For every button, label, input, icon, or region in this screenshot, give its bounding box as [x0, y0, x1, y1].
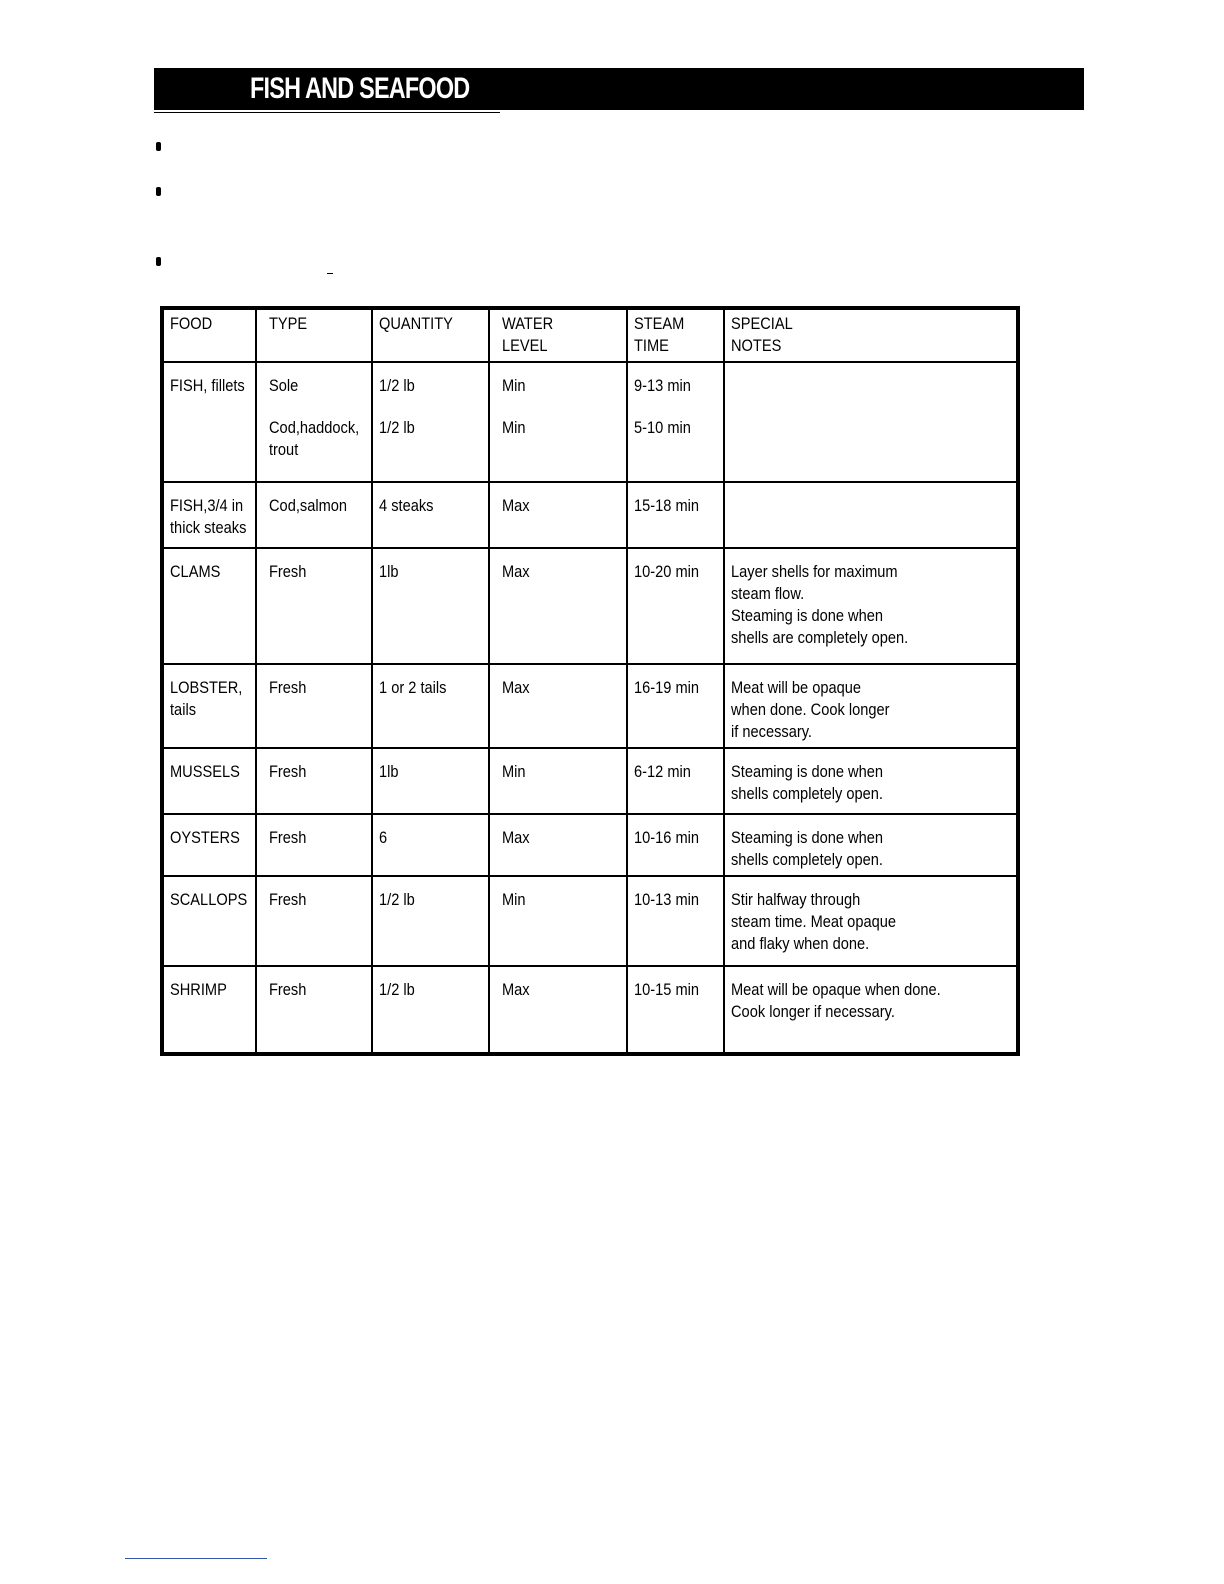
type-cell — [256, 814, 372, 876]
quantity-text: 1/2 lb — [379, 376, 415, 395]
type-text: trout — [269, 440, 299, 459]
water-level-text: Min — [502, 762, 526, 781]
type-text: Fresh — [269, 678, 307, 697]
food-cell — [162, 548, 256, 664]
note-line: Steaming is done when — [731, 762, 883, 781]
type-entry — [269, 827, 365, 849]
quantity-entry — [379, 417, 482, 439]
table-row — [162, 548, 1018, 664]
note-line: shells are completely open. — [731, 628, 909, 647]
quantity-text: 1/2 lb — [379, 890, 415, 909]
type-text: Cod,salmon — [269, 496, 348, 515]
type-entry — [269, 677, 365, 699]
table-row — [162, 664, 1018, 748]
column-header-water-level: WATER LEVEL — [489, 308, 627, 362]
table-row — [162, 876, 1018, 966]
water-level-cell — [489, 814, 627, 876]
type-cell — [256, 876, 372, 966]
water-entry — [502, 375, 620, 397]
steam-time-text: 10-15 min — [634, 980, 700, 999]
table-header-row — [162, 308, 1018, 362]
time-entry — [634, 375, 717, 397]
quantity-cell — [372, 748, 489, 814]
note-line: and flaky when done. — [731, 934, 870, 953]
quantity-entry — [379, 889, 482, 911]
food-name: thick steaks — [170, 518, 247, 537]
time-entry — [634, 761, 717, 783]
quantity-entry — [379, 375, 482, 397]
quantity-entry — [379, 561, 482, 583]
quantity-entry — [379, 495, 482, 517]
water-level-text: Min — [502, 418, 526, 437]
table-row — [162, 482, 1018, 548]
note-line: steam flow. — [731, 584, 805, 603]
note-line: when done. Cook longer — [731, 700, 890, 719]
water-level-text: Max — [502, 678, 530, 697]
time-entry — [634, 889, 717, 911]
note-line: Meat will be opaque — [731, 678, 862, 697]
steam-time-text: 15-18 min — [634, 496, 700, 515]
water-level-text: Max — [502, 980, 530, 999]
column-header-steam-time: STEAM TIME — [627, 308, 724, 362]
food-name: CLAMS — [170, 562, 221, 581]
page-title: FISH AND SEAFOOD — [250, 72, 470, 105]
note-line: steam time. Meat opaque — [731, 912, 896, 931]
food-name: LOBSTER, — [170, 678, 243, 697]
quantity-cell — [372, 482, 489, 548]
type-cell — [256, 482, 372, 548]
bullet-icon — [156, 257, 161, 266]
steam-time-text: 10-13 min — [634, 890, 700, 909]
food-cell — [162, 748, 256, 814]
type-text: Sole — [269, 376, 299, 395]
table-row — [162, 362, 1018, 482]
quantity-cell — [372, 814, 489, 876]
quantity-entry — [379, 761, 482, 783]
type-entry — [269, 979, 365, 1001]
column-header-special-notes: SPECIAL NOTES — [724, 308, 1018, 362]
type-entry — [269, 761, 365, 783]
food-cell — [162, 482, 256, 548]
water-entry — [502, 561, 620, 583]
note-line: shells completely open. — [731, 850, 883, 869]
food-name: FISH, fillets — [170, 376, 245, 395]
header-underline — [154, 112, 500, 113]
quantity-text: 1/2 lb — [379, 980, 415, 999]
food-name: OYSTERS — [170, 828, 240, 847]
special-notes-cell — [724, 876, 1018, 966]
note-line: Steaming is done when — [731, 828, 883, 847]
water-level-text: Min — [502, 376, 526, 395]
steam-time-cell — [627, 664, 724, 748]
water-level-text: Max — [502, 562, 530, 581]
steam-time-cell — [627, 876, 724, 966]
steam-time-text: 16-19 min — [634, 678, 700, 697]
special-notes-cell — [724, 966, 1018, 1054]
entry-gap — [634, 397, 717, 417]
note-line: Steaming is done when — [731, 606, 883, 625]
entry-gap — [379, 397, 482, 417]
water-level-text: Max — [502, 828, 530, 847]
quantity-cell — [372, 362, 489, 482]
special-notes-cell — [724, 548, 1018, 664]
special-notes-cell — [724, 664, 1018, 748]
bullet-icon — [156, 187, 161, 196]
time-entry — [634, 677, 717, 699]
type-text: Fresh — [269, 980, 307, 999]
type-text: Fresh — [269, 890, 307, 909]
type-cell — [256, 362, 372, 482]
water-level-text: Max — [502, 496, 530, 515]
table-row — [162, 748, 1018, 814]
food-cell — [162, 966, 256, 1054]
water-entry — [502, 827, 620, 849]
type-text: Fresh — [269, 562, 307, 581]
type-text: Fresh — [269, 762, 307, 781]
food-cell — [162, 814, 256, 876]
food-cell — [162, 362, 256, 482]
quantity-entry — [379, 677, 482, 699]
steam-time-cell — [627, 482, 724, 548]
water-level-text: Min — [502, 890, 526, 909]
quantity-text: 1 or 2 tails — [379, 678, 447, 697]
type-cell — [256, 748, 372, 814]
quantity-text: 6 — [379, 828, 388, 847]
quantity-entry — [379, 827, 482, 849]
quantity-cell — [372, 548, 489, 664]
type-text: Cod,haddock, — [269, 418, 360, 437]
time-entry — [634, 417, 717, 439]
entry-gap — [269, 397, 365, 417]
time-entry — [634, 979, 717, 1001]
time-entry — [634, 561, 717, 583]
quantity-entry — [379, 979, 482, 1001]
quantity-text: 1lb — [379, 562, 399, 581]
section-header-bar — [154, 68, 1084, 110]
time-entry — [634, 827, 717, 849]
type-entry — [269, 375, 365, 397]
note-line: if necessary. — [731, 722, 812, 741]
water-entry — [502, 889, 620, 911]
food-name: SCALLOPS — [170, 890, 248, 909]
footer-rule — [125, 1558, 267, 1559]
water-level-cell — [489, 966, 627, 1054]
special-notes-cell — [724, 814, 1018, 876]
note-line: shells completely open. — [731, 784, 883, 803]
water-entry — [502, 677, 620, 699]
food-cell — [162, 664, 256, 748]
steam-time-cell — [627, 548, 724, 664]
type-cell — [256, 548, 372, 664]
water-level-cell — [489, 664, 627, 748]
water-entry — [502, 979, 620, 1001]
note-line: Cook longer if necessary. — [731, 1002, 895, 1021]
steam-time-cell — [627, 362, 724, 482]
food-name: FISH,3/4 in — [170, 496, 244, 515]
food-cell — [162, 876, 256, 966]
type-cell — [256, 664, 372, 748]
water-entry — [502, 417, 620, 439]
quantity-cell — [372, 966, 489, 1054]
steam-time-cell — [627, 748, 724, 814]
table-row — [162, 814, 1018, 876]
food-name: MUSSELS — [170, 762, 240, 781]
water-level-cell — [489, 748, 627, 814]
dash-mark — [327, 273, 333, 274]
type-text: Fresh — [269, 828, 307, 847]
water-entry — [502, 761, 620, 783]
steam-time-cell — [627, 966, 724, 1054]
steam-time-text: 10-20 min — [634, 562, 700, 581]
type-entry — [269, 495, 365, 517]
time-entry — [634, 495, 717, 517]
quantity-cell — [372, 876, 489, 966]
table-row — [162, 966, 1018, 1054]
quantity-text: 1lb — [379, 762, 399, 781]
steam-time-text: 6-12 min — [634, 762, 691, 781]
water-level-cell — [489, 362, 627, 482]
bullet-icon — [156, 142, 161, 151]
type-entry — [269, 561, 365, 583]
water-level-cell — [489, 876, 627, 966]
column-header-food: FOOD — [162, 308, 256, 362]
water-level-cell — [489, 482, 627, 548]
food-name: tails — [170, 700, 197, 719]
special-notes-cell — [724, 362, 1018, 482]
type-cell — [256, 966, 372, 1054]
steam-time-cell — [627, 814, 724, 876]
entry-gap — [502, 397, 620, 417]
steaming-chart-table — [160, 306, 1020, 1056]
type-entry — [269, 417, 365, 461]
note-line: Stir halfway through — [731, 890, 861, 909]
steam-time-text: 10-16 min — [634, 828, 700, 847]
steam-time-text: 5-10 min — [634, 418, 691, 437]
water-entry — [502, 495, 620, 517]
note-line: Layer shells for maximum — [731, 562, 898, 581]
water-level-cell — [489, 548, 627, 664]
column-header-quantity: QUANTITY — [372, 308, 489, 362]
food-name: SHRIMP — [170, 980, 227, 999]
column-header-type: TYPE — [256, 308, 372, 362]
special-notes-cell — [724, 748, 1018, 814]
quantity-text: 4 steaks — [379, 496, 434, 515]
quantity-text: 1/2 lb — [379, 418, 415, 437]
steam-time-text: 9-13 min — [634, 376, 691, 395]
note-line: Meat will be opaque when done. — [731, 980, 941, 999]
quantity-cell — [372, 664, 489, 748]
special-notes-cell — [724, 482, 1018, 548]
type-entry — [269, 889, 365, 911]
